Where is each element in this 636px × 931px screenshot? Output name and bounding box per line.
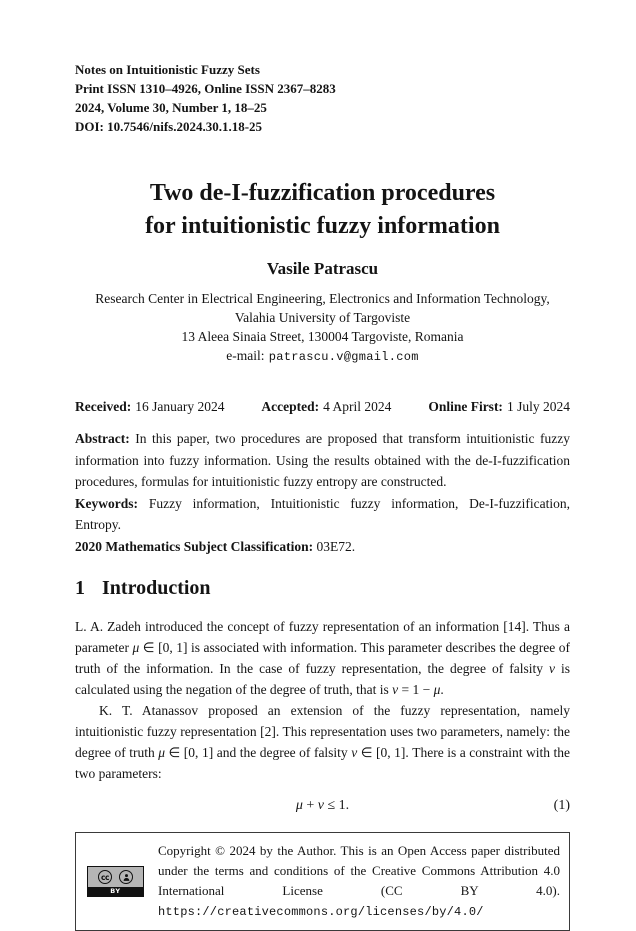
cc-by-bar-label: BY (88, 887, 143, 896)
equation-number: (1) (553, 798, 570, 813)
affiliation-block (75, 289, 570, 367)
journal-issn: Print ISSN 1310–4926, Online ISSN 2367–8283 (75, 81, 336, 96)
journal-header (75, 60, 570, 136)
affiliation-institute: Research Center in Electrical Engineering, Electronics and Information Technology, (95, 291, 550, 306)
received-date (75, 397, 225, 416)
cc-badge-circles (88, 867, 143, 887)
license-box (75, 832, 570, 931)
author-name: Vasile Patrascu (266, 259, 379, 278)
journal-volume-pages: 2024, Volume 30, Number 1, 18–25 (75, 100, 267, 115)
section-number: 1 (75, 577, 85, 599)
journal-name: Notes on Intuitionistic Fuzzy Sets (75, 62, 260, 77)
cc-by-badge (87, 866, 144, 897)
intro-paragraph-1: L. A. Zadeh introduced the concept of fuzzy representation of an information [14]. Thus a parameter μ ∈ [0, 1] is associated with information. This parameter describes the degree of truth of the information. In the case of fuzzy representation, the degree of falsity ν is calculated using the negation of the degree of truth, that is ν = 1 − μ. (75, 619, 570, 697)
online-first-value: 1 July 2024 (506, 399, 570, 414)
accepted-value: 4 April 2024 (323, 399, 392, 414)
affiliation-address: 13 Aleea Sinaia Street, 130004 Targoviste, Romania (181, 329, 464, 344)
cc-icon-label: cc (101, 872, 109, 882)
paper-title-line-2: for intuitionistic fuzzy information (145, 213, 500, 239)
received-label: Received: (75, 399, 132, 414)
intro-paragraph-2: K. T. Atanassov proposed an extension of the fuzzy representation, namely intuitionistic fuzzy representation [2]. This representation uses two parameters, namely: the degree of truth μ ∈ [0, 1] and the degree of falsity ν ∈ [0, 1]. There is a constraint with the two parameters: (75, 703, 570, 781)
paper-title-line-1: Two de-I-fuzzification procedures (149, 180, 496, 206)
msc-line: 2020 Mathematics Subject Classification: 03E72. (75, 538, 356, 554)
journal-doi: DOI: 10.7546/nifs.2024.30.1.18-25 (75, 119, 263, 134)
abstract-text: Abstract: In this paper, two procedures are proposed that transform intuitionistic fuzzy information into fuzzy information. Using the results obtained with the de-I-fuzzification procedures, formulas for intuitionistic fuzzy entropy are constructed. (75, 431, 570, 489)
accepted-label: Accepted: (261, 399, 320, 414)
equation-body: μ + ν ≤ 1. (295, 798, 350, 813)
abstract-block (75, 428, 570, 557)
email-line (75, 346, 570, 367)
license-text: Copyright © 2024 by the Author. This is an Open Access paper distributed under the terms and conditions of the Creative Commons Attribution 4.0 International License (CC BY 4.0). https://creativecommons.org/licenses/by/4.0/ (158, 843, 560, 919)
email-label: e-mail: (226, 348, 265, 363)
equation-1 (75, 795, 570, 816)
keywords-line: Keywords: Fuzzy information, Intuitionistic fuzzy information, De-I-fuzzification, Entropy. (75, 495, 570, 532)
section-title: Introduction (102, 577, 211, 599)
affiliation-university: Valahia University of Targoviste (234, 310, 411, 325)
dates-row (75, 397, 570, 416)
email-address[interactable]: patrascu.v@gmail.com (268, 350, 419, 364)
received-value: 16 January 2024 (135, 399, 225, 414)
cc-icon (98, 870, 112, 884)
online-first-label: Online First: (428, 399, 503, 414)
paper-title (75, 177, 570, 243)
section-heading-introduction (75, 576, 570, 601)
accepted-date (261, 397, 391, 416)
attribution-person-icon (119, 870, 133, 884)
online-first-date (428, 397, 570, 416)
